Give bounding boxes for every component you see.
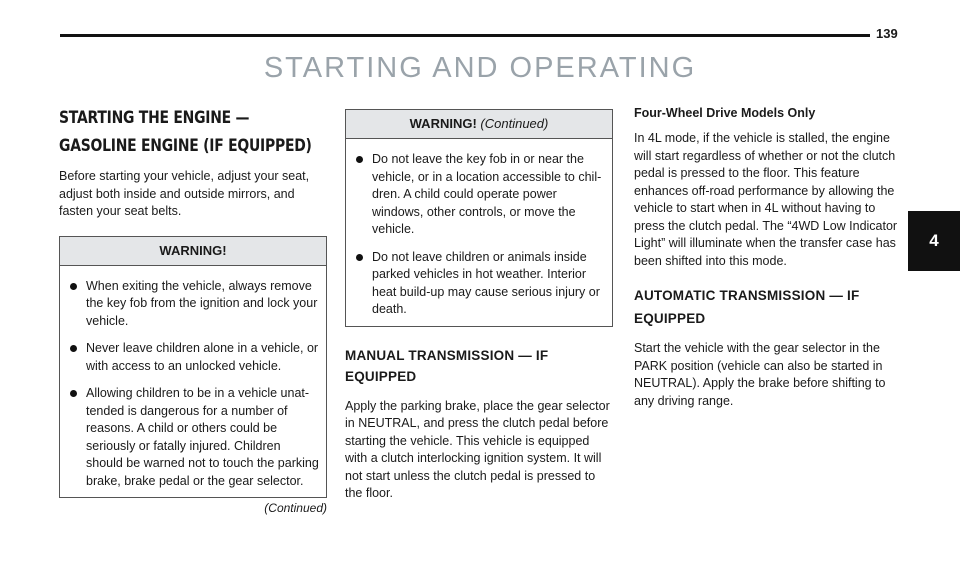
- section-heading-manual: MANUAL TRANSMISSION — IF EQUIPPED: [345, 347, 549, 384]
- warning-box: [59, 236, 327, 499]
- warning-list: [346, 139, 612, 326]
- manual-paragraph: Apply the parking brake, place the gear selector in NEUTRAL, and press the clutch pedal before starting the vehicle. This vehicle is equipped with a clutch interlocking ignition system. It will not start unless the clutch pedal is pressed to the floor.: [345, 398, 610, 500]
- intro-paragraph: Before starting your vehicle, adjust your seat, adjust both inside and outside mirrors, and fasten your seat belts.: [59, 169, 310, 218]
- warning-header: WARNING! (Continued): [346, 110, 612, 139]
- warning-item: Do not leave the key fob in or near the vehicle, or in a location accessible to chil-dren. A child could operate power windows, other controls, or move the vehicle.: [356, 151, 606, 239]
- warning-list: [60, 266, 326, 498]
- page-number: 139: [876, 26, 898, 41]
- warning-item: When exiting the vehicle, always remove the key fob from the ignition and lock your vehicle.: [70, 278, 320, 331]
- warning-item: Do not leave children or animals inside parked vehicles in hot weather. Interior heat build-up may cause serious injury or death.: [356, 249, 606, 319]
- right-column: [634, 104, 904, 410]
- continued-label: (Continued): [264, 501, 327, 515]
- warning-header: WARNING!: [60, 237, 326, 266]
- section-heading-automatic: AUTOMATIC TRANSMISSION — IF EQUIPPED: [634, 288, 860, 326]
- chapter-tab[interactable]: 4: [908, 211, 960, 271]
- header-rule: [60, 34, 870, 37]
- warning-item: Allowing children to be in a vehicle unat-tended is dangerous for a number of reasons. A child or others could be seriously or fatally injured. Children should be warned not to touch the parking brake, brake pedal or the gear selector.: [70, 385, 320, 490]
- section-heading-gasoline: STARTING THE ENGINE — GASOLINE ENGINE (IF EQUIPPED): [59, 108, 312, 156]
- middle-column: [345, 109, 613, 503]
- bullet-icon: [356, 254, 363, 261]
- subheading-4wd: Four-Wheel Drive Models Only: [634, 106, 816, 120]
- 4wd-paragraph: In 4L mode, if the vehicle is stalled, the engine will start regardless of whether or not the clutch pedal is pressed to the floor. This feature enhances off-road performance by allowing the vehicle to start when in 4L without having to press the clutch pedal. The “4WD Low Indicator Light” will illuminate when the transfer case has been shifted into this mode.: [634, 131, 898, 268]
- warning-box-continued: [345, 109, 613, 327]
- bullet-icon: [70, 283, 77, 290]
- bullet-icon: [356, 156, 363, 163]
- bullet-icon: [70, 345, 77, 352]
- bullet-icon: [70, 390, 77, 397]
- warning-continued-label: (Continued): [480, 116, 549, 131]
- left-column: [59, 104, 327, 515]
- automatic-paragraph: Start the vehicle with the gear selector in the PARK position (vehicle can also be started in NEUTRAL). Apply the brake before shifting to any driving range.: [634, 341, 886, 408]
- chapter-title: STARTING AND OPERATING: [263, 52, 697, 84]
- warning-item: Never leave children alone in a vehicle, or with access to an unlocked vehicle.: [70, 340, 320, 375]
